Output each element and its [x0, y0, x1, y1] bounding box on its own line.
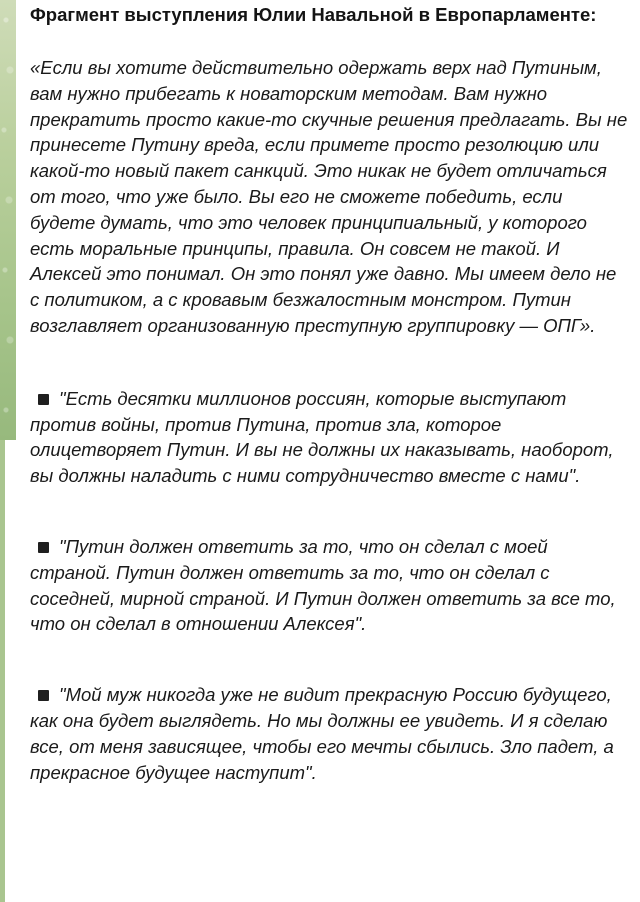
bullet-quote-text: "Мой муж никогда уже не видит прекрасную Россию будущего, как она будет выглядеть. Но мы должны ее увидеть. И я сделаю все, от меня зависящее, чтобы его мечты сбылись. Зло падет, а прекрасное будущее наступит".	[30, 684, 614, 783]
bullet-quote-1	[30, 386, 630, 489]
main-quote: «Если вы хотите действительно одержать верх над Путиным, вам нужно прибегать к новаторским методам. Вам нужно прекратить просто какие-то скучные решения предлагать. Вы не принесете Путину вреда, если примете просто резолюцию или какой-то новый пакет санкций. Это никак не будет отличаться от того, что уже было. Вы его не сможете победить, если будете думать, что это человек принципиальный, у которого есть моральные принципы, правила. Он совсем не такой. И Алексей это понимал. Он это понял уже давно. Мы имеем дело не с политиком, а с кровавым безжалостным монстром. Путин возглавляет организованную преступную группировку — ОПГ».	[30, 57, 628, 336]
post-title: Фрагмент выступления Юлии Навальной в Европарламенте:	[30, 4, 597, 25]
bullet-quote-2	[30, 534, 630, 637]
message-content	[30, 2, 630, 830]
black-square-icon	[38, 542, 49, 553]
black-square-icon	[38, 690, 49, 701]
black-square-icon	[38, 394, 49, 405]
bullet-quote-text: "Путин должен ответить за то, что он сделал с моей страной. Путин должен ответить за то, что он сделал с соседней, мирной страной. И Путин должен ответить за все то, что он сделал в отношении Алексея".	[30, 535, 616, 635]
bullet-quote-text: "Есть десятки миллионов россиян, которые выступают против войны, против Путина, против зла, которое олицетворяет Путин. И вы не должны их наказывать, наоборот, вы должны наладить с ними сотрудничество вместе с нами".	[30, 387, 614, 487]
chat-background-pattern	[0, 0, 16, 440]
quote-accent-bar	[0, 440, 16, 902]
bullet-quote-3	[30, 682, 630, 785]
